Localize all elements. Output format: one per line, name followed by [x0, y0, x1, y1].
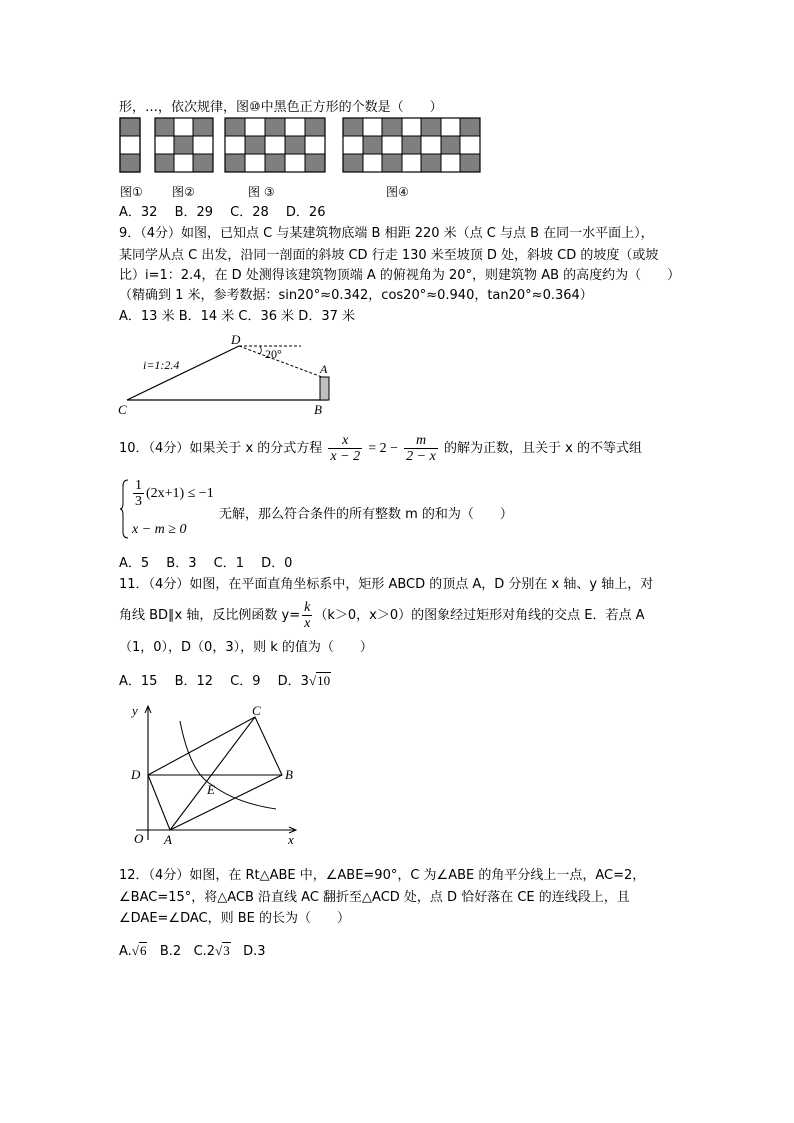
- q11-sqrt-radicand: 10: [317, 673, 331, 688]
- q8-options: A．32 B．29 C．28 D．26: [119, 205, 326, 220]
- figure-1-label: 图①: [120, 185, 143, 199]
- q12-option-c-radicand: 3: [223, 943, 230, 958]
- point-c-label: C: [252, 703, 261, 718]
- y-axis-label: y: [132, 703, 138, 718]
- q12-options: [119, 943, 266, 960]
- q10-options: A．5 B．3 C．1 D．0: [119, 556, 293, 571]
- x-axis-label: x: [288, 832, 294, 847]
- rectangle-abcd: [148, 717, 282, 830]
- q10-fraction-1: [328, 433, 362, 464]
- q10-frac2-num: m: [404, 433, 438, 449]
- q11-option-d-sqrt: √10: [308, 673, 331, 688]
- figure-3-grid: [225, 118, 325, 172]
- q12-option-a-sqrt: √6: [131, 943, 147, 958]
- q10-one-third: [133, 478, 144, 509]
- q10-sys-frac-den: 3: [135, 494, 142, 509]
- q11-line2-prefix: 角线 BD∥x 轴，反比例函数 y=: [119, 608, 301, 623]
- q10-suffix: 的解为正数，且关于 x 的不等式组: [443, 441, 642, 456]
- point-e-label: E: [207, 782, 215, 797]
- q10-system-line-1: [131, 478, 214, 509]
- q10-frac2-den: 2 − x: [406, 449, 436, 464]
- q9-text-line-1: 9．（4分）如图，已知点 C 与某建筑物底端 B 相距 220 米（点 C 与点 B 在同一水平面上），: [119, 226, 654, 241]
- q9-slope-diagram: [115, 330, 340, 420]
- q11-coordinate-diagram: [118, 703, 308, 848]
- angle-label: 20°: [265, 347, 282, 361]
- q10-frac1-num: x: [328, 433, 362, 449]
- q12-option-c-sqrt: √3: [215, 943, 230, 958]
- slope-label: i=1:2.4: [143, 358, 180, 372]
- point-b-label: B: [314, 402, 322, 417]
- q12-option-b: B.2: [159, 944, 182, 959]
- point-d-label: D: [131, 767, 141, 782]
- q11-frac-den: x: [304, 616, 311, 631]
- figure-3-label: 图 ③: [248, 185, 275, 199]
- q11-options-text: A．15 B．12 C．9 D．3: [119, 674, 309, 689]
- left-brace-icon: [119, 478, 129, 540]
- q11-line2-suffix: （k＞0，x＞0）的图象经过矩形对角线的交点 E．若点 A: [314, 608, 645, 623]
- q10-frac1-den: x − 2: [330, 449, 361, 464]
- q10-sys-line1-rest: (2x+1) ≤ −1: [146, 486, 214, 501]
- figure-2-label: 图②: [172, 185, 195, 199]
- hyperbola-curve: [180, 721, 276, 809]
- figure-4-label: 图④: [386, 185, 409, 199]
- q11-text-line-2: [119, 600, 644, 632]
- q12-option-c: C.2: [193, 944, 216, 959]
- q11-options: [119, 673, 331, 690]
- q11-frac-num: k: [304, 600, 311, 615]
- q9-text-line-2: 某同学从点 C 出发，沿同一剖面的斜坡 CD 行走 130 米至坡顶 D 处，斜坡 CD 的坡度（或坡: [119, 248, 659, 263]
- figure-1-grid: [120, 118, 140, 172]
- q10-fraction-2: [404, 433, 438, 464]
- q12-text-line-3: ∠DAE=∠DAC，则 BE 的长为（ ）: [119, 911, 351, 926]
- q12-text-line-1: 12．（4分）如图，在 Rt△ABE 中，∠ABE=90°，C 为∠ABE 的角平分线上一点，AC=2，: [119, 868, 646, 883]
- q11-text-line-1: 11．（4分）如图，在平面直角坐标系中，矩形 ABCD 的顶点 A，D 分别在 x 轴、y 轴上，对: [119, 577, 654, 592]
- building-ab: [320, 377, 329, 400]
- q9-text-line-3: 比）i=1：2.4，在 D 处测得该建筑物顶端 A 的俯视角为 20°，则建筑物 AB 的高度约为（ ）: [119, 268, 681, 283]
- point-a-label: A: [320, 362, 328, 376]
- q10-prefix: 10．（4分）如果关于 x 的分式方程: [119, 441, 323, 456]
- q11-text-line-3: （1，0），D（0，3），则 k 的值为（ ）: [119, 640, 373, 655]
- q9-text-line-4: （精确到 1 米，参考数据：sin20°≈0.342，cos20°≈0.940，tan20°≈0.364）: [119, 288, 593, 303]
- q10-system-suffix: 无解，那么符合条件的所有整数 m 的和为（ ）: [219, 507, 513, 522]
- q8-pattern-figures: [119, 117, 484, 179]
- q12-text-line-2: ∠BAC=15°，将△ACB 沿直线 AC 翻折至△ACD 处，点 D 恰好落在 CE 的连线段上，且: [119, 890, 630, 905]
- angle-arc: [259, 346, 261, 354]
- slope-cd: [127, 346, 239, 400]
- q11-fraction: [302, 600, 312, 631]
- q10-sys-frac-num: 1: [135, 478, 142, 493]
- q12-option-d: D.3: [243, 944, 266, 959]
- q12-option-a: A.: [119, 944, 132, 959]
- q12-option-a-radicand: 6: [139, 943, 147, 958]
- q10-system-line-2: x − m ≥ 0: [132, 522, 187, 537]
- point-b-label: B: [285, 767, 293, 782]
- origin-label: O: [134, 831, 144, 846]
- q8-text-line: 形，…，依次规律，图⑩中黑色正方形的个数是（ ）: [119, 100, 443, 115]
- figure-4-grid: [343, 118, 480, 172]
- q9-options: A．13 米 B．14 米 C．36 米 D．37 米: [119, 309, 355, 324]
- point-c-label: C: [118, 402, 127, 417]
- q10-equals: = 2 −: [368, 441, 399, 456]
- q10-text-line-1: [119, 432, 642, 466]
- figure-2-grid: [155, 118, 213, 172]
- point-a-label: A: [164, 832, 172, 847]
- point-d-label: D: [231, 332, 241, 347]
